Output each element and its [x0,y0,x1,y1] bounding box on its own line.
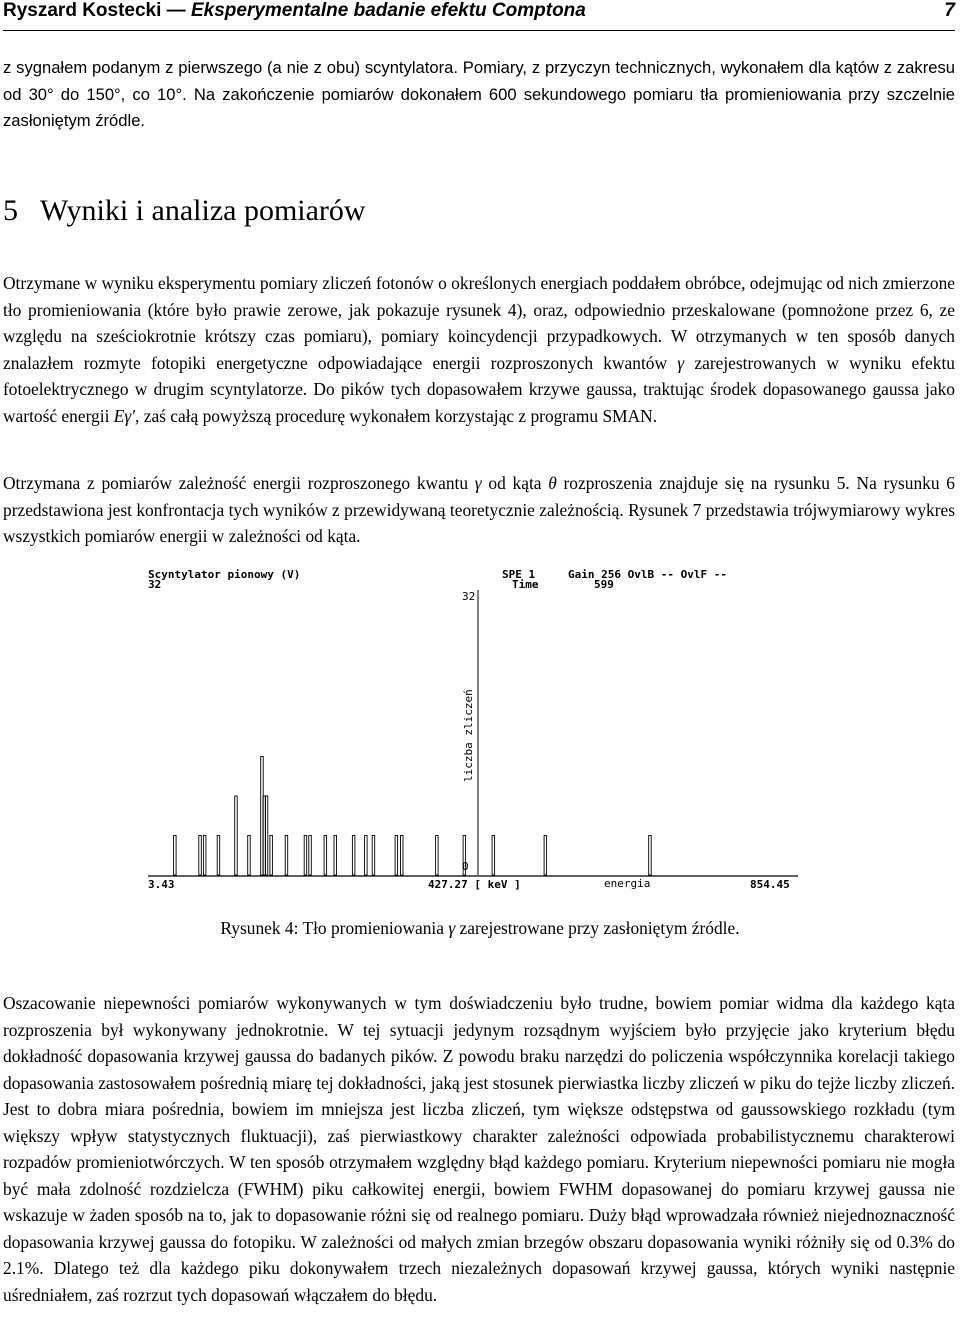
spectrum-bar [285,836,288,876]
x-mid-label: 427.27 [ keV ] [428,878,521,891]
spectrum-bar [203,836,206,876]
x-min-label: 3.43 [148,878,175,891]
y-max-label: 32 [462,590,476,603]
intro-paragraph: z sygnałem podanym z pierwszego (a nie z obu) scyntylatora. Pomiary, z przyczyn technicznych, wykonałem dla kątów z zakresu od 30° do 150°, co 10°. Na zakończenie pomiarów dokonałem 600 sekundowego pomiaru tła promieniowania przy szczelnie zasłoniętym źródle. [3,58,955,130]
spectrum-chart [146,564,806,894]
results-paragraph: Otrzymane w wyniku eksperymentu pomiary zliczeń fotonów o określonych energiach poddałem obróbce, odejmując od nich zmierzone tło promieniowania (które było prawie zerowe, jak pokazuje rysunek 4), oraz, odpowiednio przeskalowane (pomnożone przez 6, ze względu na sześciokrotnie krótszy czas pomiaru), pomiary koincydencji przypadkowych. W otrzymanych w ten sposób danych znalazłem rozmyte fotopiki energetyczne odpowiadające energii rozproszonych kwantów γ zarejestrowanych w wyniku efektu fotoelektrycznego w drugim scyntylatorze. Do pików tych dopasowałem krzywe gaussa, traktując środek dopasowanego gaussa jako wartość energii Eγ′, zaś całą powyższą procedurę wykonałem korzystając z programu SMAN. [3,273,955,426]
spectrum-bar [270,836,273,876]
section-title: Wyniki i analiza pomiarów [40,194,366,227]
spectrum-bar [248,836,251,876]
spectrum-bar [372,836,375,876]
spectrum-bar [436,836,439,876]
page-number: 7 [944,0,955,21]
spectrum-bar [395,836,398,876]
theta-symbol: θ [548,473,557,493]
spectrum-bar [492,836,495,876]
y-min-label: 0 [462,860,469,873]
top-left-value: 32 [148,578,162,591]
background-spectrum-figure [146,564,806,894]
spectrum-bar [265,796,268,875]
spectrum-bar [235,796,238,875]
gamma-symbol: γ [448,918,456,938]
spectrum-bar [401,836,404,876]
time-value: 599 [594,578,614,591]
gain-label: Gain 256 OvlB -- OvlF -- [568,568,727,581]
time-label: Time [512,578,539,591]
x-energy-label: energia [604,877,651,890]
figure-caption: Rysunek 4: Tło promieniowania γ zarejestrowane przy zasłoniętym źródle. [220,918,740,938]
header-title: Ryszard Kostecki — Eksperymentalne badanie efektu Comptona [3,0,586,21]
spectrum-bar [217,836,220,876]
spectrum-bar [304,836,307,876]
chart-title: Scyntylator pionowy (V) [148,568,301,581]
spectrum-bar [544,836,547,876]
energy-symbol: Eγ′ [113,405,136,426]
gamma-symbol: γ [677,352,685,373]
section-heading [3,193,366,229]
running-header [3,0,955,22]
spectrum-bar [309,836,312,876]
gamma-symbol: γ [474,473,482,493]
spe-label: SPE 1 [502,568,536,581]
spectrum-bar [174,836,177,876]
spectrum-bar [649,836,652,876]
header-rule [3,30,955,31]
uncertainty-paragraph: Oszacowanie niepewności pomiarów wykonywanych w tym doświadczeniu było trudne, bowiem pomiar widma dla każdego kąta rozproszenia był wykonywany jednokrotnie. W tej sytuacji jedynym rozsądnym wyjściem było przyjęcie jako kryterium błędu dokładność dopasowania krzywej gaussa do badanych pików. Z powodu braku narzędzi do policzenia współczynnika korelacji takiego dopasowania zastosowałem pośrednią miarę tej dokładności, jaką jest stosunek pierwiastka liczby zliczeń w piku do tejże liczby zliczeń. Jest to dobra miara pośrednia, bowiem im mniejsza jest liczba zliczeń, tym większe odstępstwa od gaussowskiego rozkładu (tym większy wpływ statystycznych fluktuacji), zaś pierwiastkowy charakter zależności odpowiada probabilistycznemu charakterowi rozpadów promieniotwórczych. W ten sposób otrzymałem względny błąd każdego pomiaru. Kryterium niepewności pomiaru nie mogła być mała zdolność rozdzielcza (FWHM) piku całkowitej energii, bowiem FWHM dopasowanej do pomiaru krzywej gaussa nie wskazuje w żaden sposób na to, jak to dopasowanie różni się od realnego pomiaru. Duży błąd wprowadzała również niejednoznaczność dopasowania krzywej gaussa do fotopiku. W zależności od małych zmian brzegów obszaru dopasowania wyniki różniły się od 0.3% do 2.1%. Dlatego też dla każdego piku dokonywałem trzech niezależnych dopasowań krzywej gaussa, których wyniki następnie uśredniałem, zaś rozrzut tych dopasowań włączałem do błędu. [3,993,955,1305]
spectrum-bar [352,836,355,876]
dependence-paragraph: Otrzymana z pomiarów zależność energii rozproszonego kwantu γ od kąta θ rozproszenia znajduje się na rysunku 5. Na rysunku 6 przedstawiona jest konfrontacja tych wyników z przewidywaną teoretycznie zależnością. Rysunek 7 przedstawia trójwymiarowy wykres wszystkich pomiarów energii w zależności od kąta. [3,473,955,546]
spectrum-bars [174,757,652,876]
spectrum-bar [334,836,337,876]
spectrum-bar [365,836,368,876]
x-max-label: 854.45 [750,878,790,891]
y-axis-label: liczba zliczeń [462,689,475,782]
section-number: 5 [3,194,18,227]
spectrum-bar [324,836,327,876]
spectrum-bar [199,836,202,876]
